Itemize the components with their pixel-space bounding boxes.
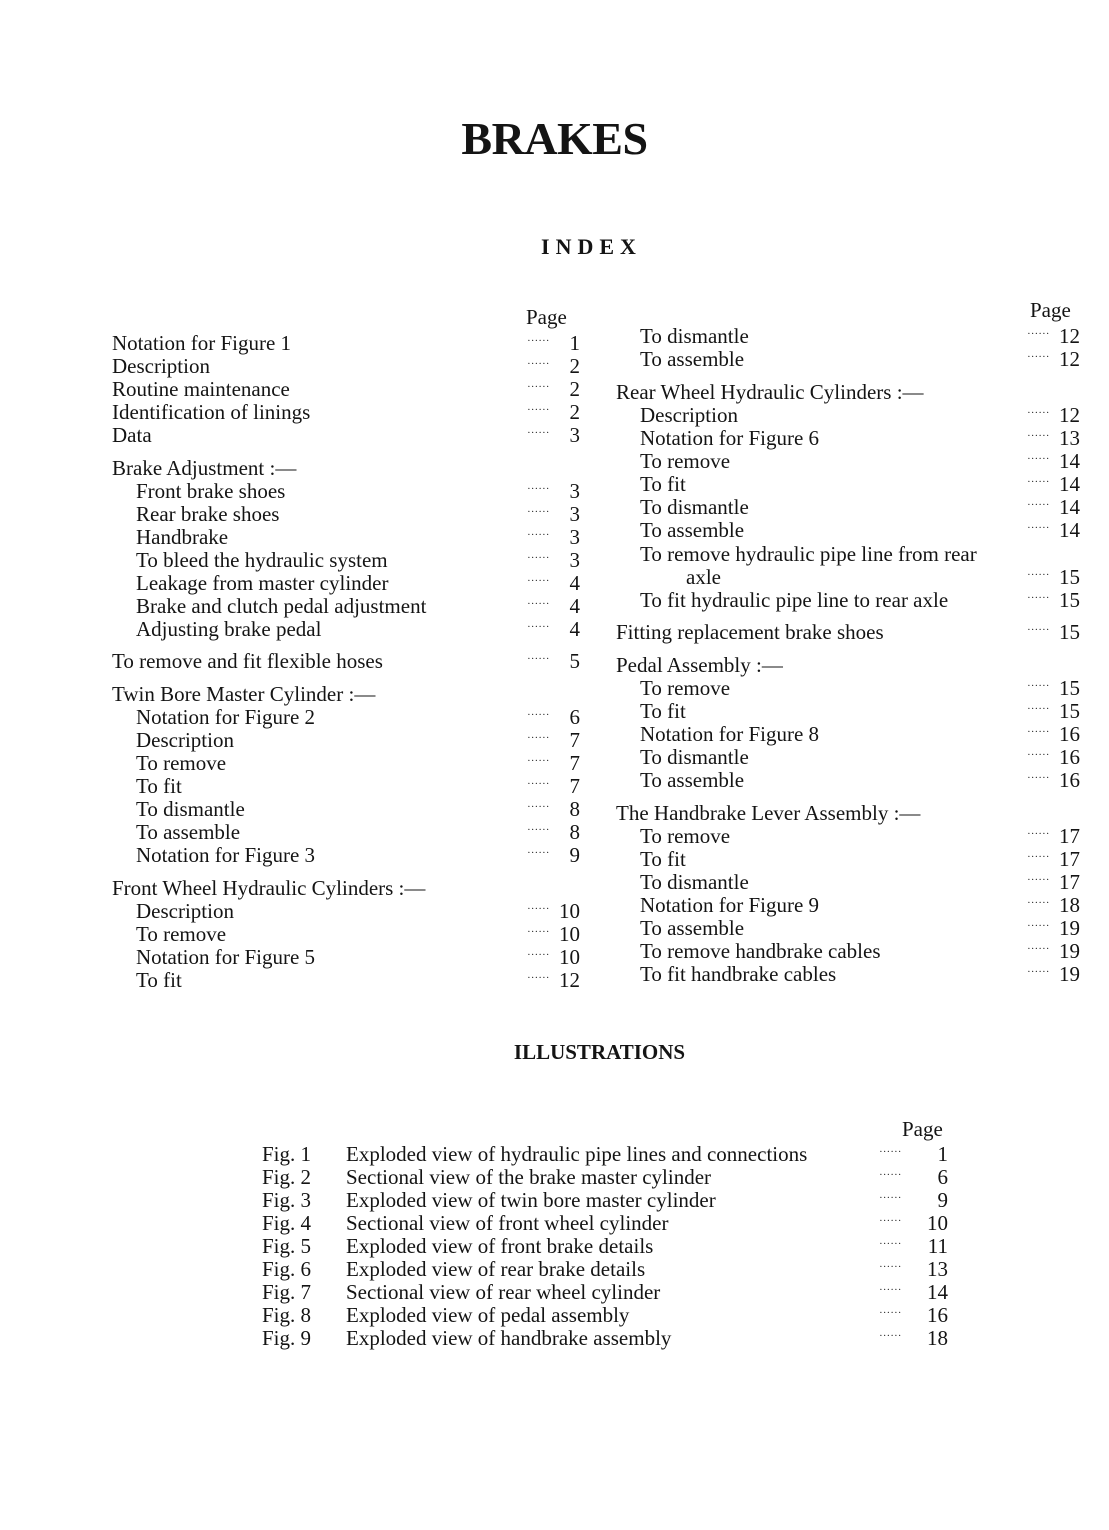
dot-leader: ...... <box>527 752 550 764</box>
spacer <box>616 371 1080 380</box>
index-entry <box>616 589 1080 612</box>
index-entry-title: To remove <box>640 449 731 473</box>
index-entry-title: Description <box>136 899 234 923</box>
index-entry-title: To remove and fit flexible hoses <box>112 649 383 673</box>
figure-page: 6 <box>937 1165 948 1189</box>
index-entry-title: Description <box>112 354 210 378</box>
index-entry-title: To bleed the hydraulic system <box>136 548 388 572</box>
illustration-entry <box>262 1166 948 1189</box>
index-entry-page: 3 <box>569 525 580 549</box>
illustration-entry <box>262 1281 948 1304</box>
index-entry <box>112 775 580 798</box>
index-entry-page: 4 <box>569 594 580 618</box>
dot-leader: ...... <box>1027 404 1050 416</box>
dot-leader: ...... <box>527 332 550 344</box>
dot-leader: ...... <box>527 618 550 630</box>
index-entry-page: 3 <box>569 502 580 526</box>
illustrations-heading: ILLUSTRATIONS <box>513 1040 686 1064</box>
index-entry-page: 16 <box>1059 722 1080 746</box>
index-entry <box>112 798 580 821</box>
index-entry <box>616 825 1080 848</box>
index-entry-page: 15 <box>1059 620 1080 644</box>
index-entry-page: 16 <box>1059 768 1080 792</box>
index-entry <box>112 844 580 867</box>
figure-caption: Exploded view of handbrake assembly <box>346 1326 672 1350</box>
index-entry-title: To remove <box>640 676 731 700</box>
index-entry <box>112 969 580 992</box>
index-entry-page: 17 <box>1059 824 1080 848</box>
illustration-entry <box>262 1235 948 1258</box>
figure-caption: Exploded view of rear brake details <box>346 1257 646 1281</box>
index-entry-title: Rear brake shoes <box>136 502 280 526</box>
dot-leader: ...... <box>527 378 550 390</box>
index-entry-title: axle <box>686 565 721 589</box>
index-entry-page: 7 <box>569 728 580 752</box>
dot-leader: ...... <box>527 650 550 662</box>
index-entry <box>112 923 580 946</box>
index-entry-title: To fit <box>640 847 686 871</box>
dot-leader: ...... <box>1027 427 1050 439</box>
figure-caption: Exploded view of front brake details <box>346 1234 654 1258</box>
index-entry <box>112 355 580 378</box>
illustration-entry <box>262 1143 948 1166</box>
index-entry-title: To fit hydraulic pipe line to rear axle <box>640 588 949 612</box>
dot-leader: ...... <box>1027 473 1050 485</box>
index-entry <box>616 700 1080 723</box>
index-entry-page: 1 <box>569 331 580 355</box>
index-entry-title: To dismantle <box>640 745 749 769</box>
dot-leader: ...... <box>1027 589 1050 601</box>
index-entry-title: Notation for Figure 9 <box>640 893 820 917</box>
index-entry-title: To fit <box>640 699 686 723</box>
dot-leader: ...... <box>527 946 550 958</box>
index-entry-page: 7 <box>569 751 580 775</box>
index-entry <box>616 427 1080 450</box>
index-entry-title: Notation for Figure 5 <box>136 945 316 969</box>
dot-leader: ...... <box>879 1281 902 1293</box>
dot-leader: ...... <box>879 1189 902 1201</box>
index-entry-title: To assemble <box>640 518 745 542</box>
index-entry-page: 7 <box>569 774 580 798</box>
index-entry-page: 13 <box>1059 426 1080 450</box>
dot-leader: ...... <box>527 798 550 810</box>
dot-leader: ...... <box>527 775 550 787</box>
spacer <box>616 792 1080 801</box>
index-entry-page: 12 <box>1059 403 1080 427</box>
index-entry-title: Notation for Figure 8 <box>640 722 820 746</box>
figure-page: 18 <box>927 1326 948 1350</box>
dot-leader: ...... <box>527 503 550 515</box>
index-entry-page: 19 <box>1059 962 1080 986</box>
dot-leader: ...... <box>527 706 550 718</box>
index-entry <box>112 572 580 595</box>
dot-leader: ...... <box>1027 723 1050 735</box>
index-entry-title: To assemble <box>640 347 745 371</box>
figure-caption: Exploded view of pedal assembly <box>346 1303 630 1327</box>
dot-leader: ...... <box>1027 917 1050 929</box>
index-entry-title: Adjusting brake pedal <box>136 617 322 641</box>
figure-caption: Exploded view of hydraulic pipe lines and connections <box>346 1142 808 1166</box>
index-entry <box>112 900 580 923</box>
index-entry <box>616 894 1080 917</box>
dot-leader: ...... <box>527 526 550 538</box>
dot-leader: ...... <box>527 900 550 912</box>
figure-number: Fig. 7 <box>262 1280 312 1304</box>
spacer <box>616 644 1080 653</box>
index-section-heading: Pedal Assembly :— <box>616 653 783 677</box>
index-entry-page: 9 <box>569 843 580 867</box>
index-entry <box>112 821 580 844</box>
index-entry <box>616 871 1080 894</box>
index-entry-title: Handbrake <box>136 525 229 549</box>
figure-page: 13 <box>927 1257 948 1281</box>
index-section-heading: Twin Bore Master Cylinder :— <box>112 682 376 706</box>
index-entry-page: 12 <box>1059 347 1080 371</box>
index-entry <box>616 677 1080 700</box>
illustration-entry <box>262 1327 948 1350</box>
index-entry-title: Description <box>640 403 738 427</box>
dot-leader: ...... <box>1027 621 1050 633</box>
index-entry-title: Brake and clutch pedal adjustment <box>136 594 427 618</box>
index-entry-page: 17 <box>1059 847 1080 871</box>
dot-leader: ...... <box>1027 450 1050 462</box>
index-entry-title: Leakage from master cylinder <box>136 571 389 595</box>
index-entry <box>112 549 580 572</box>
figure-number: Fig. 4 <box>262 1211 312 1235</box>
figure-number: Fig. 2 <box>262 1165 312 1189</box>
dot-leader: ...... <box>527 923 550 935</box>
dot-leader: ...... <box>527 595 550 607</box>
figure-page: 16 <box>927 1303 948 1327</box>
index-entry-page: 15 <box>1059 588 1080 612</box>
index-entry-page: 10 <box>559 945 580 969</box>
index-entry-title: To assemble <box>136 820 241 844</box>
dot-leader: ...... <box>879 1166 902 1178</box>
index-entry <box>616 848 1080 871</box>
index-section-heading: To remove hydraulic pipe line from rear <box>640 542 977 566</box>
figure-caption: Sectional view of front wheel cylinder <box>346 1211 669 1235</box>
index-entry <box>112 401 580 424</box>
dot-leader: ...... <box>1027 700 1050 712</box>
dot-leader: ...... <box>527 424 550 436</box>
dot-leader: ...... <box>879 1212 902 1224</box>
index-entry <box>112 503 580 526</box>
index-entry-page: 4 <box>569 571 580 595</box>
index-entry <box>616 496 1080 519</box>
dot-leader: ...... <box>527 549 550 561</box>
index-entry-title: To assemble <box>640 916 745 940</box>
index-entry-page: 6 <box>569 705 580 729</box>
index-entry <box>112 946 580 969</box>
dot-leader: ...... <box>1027 677 1050 689</box>
index-entry-title: To fit <box>640 472 686 496</box>
index-entry-title: Routine maintenance <box>112 377 290 401</box>
index-entry-title: To remove <box>136 922 227 946</box>
index-section-heading: Brake Adjustment :— <box>112 456 297 480</box>
index-entry <box>616 519 1080 542</box>
dot-leader: ...... <box>1027 848 1050 860</box>
index-entry-page: 15 <box>1059 676 1080 700</box>
index-entry <box>616 473 1080 496</box>
dot-leader: ...... <box>527 969 550 981</box>
index-heading: INDEX <box>541 234 642 259</box>
dot-leader: ...... <box>527 844 550 856</box>
index-entry-page: 3 <box>569 423 580 447</box>
index-entry-page: 2 <box>569 400 580 424</box>
index-entry <box>616 769 1080 792</box>
index-right-column <box>616 325 1080 986</box>
index-entry <box>616 621 1080 644</box>
index-entry <box>616 746 1080 769</box>
index-entry-title: Notation for Figure 1 <box>112 331 292 355</box>
index-section-heading: The Handbrake Lever Assembly :— <box>616 801 921 825</box>
index-section-heading: Front Wheel Hydraulic Cylinders :— <box>112 876 426 900</box>
index-entry <box>616 940 1080 963</box>
index-entry <box>616 566 1080 589</box>
index-entry-page: 5 <box>569 649 580 673</box>
index-entry <box>112 706 580 729</box>
index-entry <box>112 424 580 447</box>
index-entry-title: To dismantle <box>640 324 749 348</box>
figure-number: Fig. 1 <box>262 1142 312 1166</box>
page-title: BRAKES <box>461 113 648 164</box>
index-entry-page: 19 <box>1059 939 1080 963</box>
index-entry <box>616 963 1080 986</box>
figure-page: 1 <box>937 1142 948 1166</box>
dot-leader: ...... <box>1027 348 1050 360</box>
index-entry-title: To fit <box>136 968 182 992</box>
dot-leader: ...... <box>879 1258 902 1270</box>
figure-number: Fig. 6 <box>262 1257 312 1281</box>
index-entry-title: Front brake shoes <box>136 479 286 503</box>
dot-leader: ...... <box>527 572 550 584</box>
spacer <box>112 673 580 682</box>
figure-caption: Sectional view of rear wheel cylinder <box>346 1280 661 1304</box>
illustration-entry <box>262 1304 948 1327</box>
index-entry-title: To remove <box>136 751 227 775</box>
index-entry <box>616 917 1080 940</box>
figure-page: 14 <box>927 1280 948 1304</box>
index-entry-title: To remove handbrake cables <box>640 939 881 963</box>
index-entry-title: Notation for Figure 3 <box>136 843 316 867</box>
index-entry-title: Identification of linings <box>112 400 311 424</box>
index-entry-page: 15 <box>1059 565 1080 589</box>
index-entry <box>112 332 580 355</box>
dot-leader: ...... <box>1027 519 1050 531</box>
dot-leader: ...... <box>1027 769 1050 781</box>
dot-leader: ...... <box>1027 871 1050 883</box>
figure-page: 10 <box>927 1211 948 1235</box>
index-entry <box>112 595 580 618</box>
figure-number: Fig. 3 <box>262 1188 312 1212</box>
index-left-column <box>112 332 580 992</box>
index-entry-page: 19 <box>1059 916 1080 940</box>
illustrations-page-header: Page <box>902 1117 943 1141</box>
dot-leader: ...... <box>527 355 550 367</box>
dot-leader: ...... <box>527 729 550 741</box>
index-entry-page: 14 <box>1059 449 1080 473</box>
dot-leader: ...... <box>1027 566 1050 578</box>
illustration-entry <box>262 1189 948 1212</box>
index-entry-page: 10 <box>559 899 580 923</box>
index-section-heading: Rear Wheel Hydraulic Cylinders :— <box>616 380 924 404</box>
index-entry <box>112 729 580 752</box>
dot-leader: ...... <box>1027 825 1050 837</box>
index-entry-title: To assemble <box>640 768 745 792</box>
index-entry <box>616 723 1080 746</box>
index-entry-title: Notation for Figure 6 <box>640 426 820 450</box>
index-entry-page: 18 <box>1059 893 1080 917</box>
index-entry <box>616 404 1080 427</box>
dot-leader: ...... <box>1027 894 1050 906</box>
index-entry-title: Description <box>136 728 234 752</box>
index-entry-page: 14 <box>1059 495 1080 519</box>
index-entry-page: 3 <box>569 479 580 503</box>
illustration-entry <box>262 1212 948 1235</box>
index-entry <box>616 348 1080 371</box>
dot-leader: ...... <box>879 1235 902 1247</box>
left-page-column-header: Page <box>526 305 567 329</box>
index-entry-page: 15 <box>1059 699 1080 723</box>
dot-leader: ...... <box>879 1327 902 1339</box>
dot-leader: ...... <box>879 1304 902 1316</box>
index-entry-title: Notation for Figure 2 <box>136 705 316 729</box>
figure-number: Fig. 8 <box>262 1303 312 1327</box>
index-entry-page: 10 <box>559 922 580 946</box>
index-entry-page: 8 <box>569 797 580 821</box>
index-entry <box>112 480 580 503</box>
dot-leader: ...... <box>879 1143 902 1155</box>
index-entry-title: Fitting replacement brake shoes <box>616 620 884 644</box>
dot-leader: ...... <box>1027 496 1050 508</box>
spacer <box>112 867 580 876</box>
index-entry-title: Data <box>112 423 152 447</box>
index-entry-page: 3 <box>569 548 580 572</box>
figure-number: Fig. 5 <box>262 1234 312 1258</box>
index-entry-page: 12 <box>559 968 580 992</box>
right-page-column-header: Page <box>1030 298 1071 322</box>
index-entry-page: 14 <box>1059 518 1080 542</box>
figure-page: 11 <box>927 1234 948 1258</box>
index-entry <box>112 650 580 673</box>
dot-leader: ...... <box>527 401 550 413</box>
index-entry-title: To dismantle <box>136 797 245 821</box>
figure-number: Fig. 9 <box>262 1326 312 1350</box>
index-entry-title: To fit handbrake cables <box>640 962 837 986</box>
spacer <box>112 447 580 456</box>
index-entry <box>112 618 580 641</box>
dot-leader: ...... <box>1027 746 1050 758</box>
figure-page: 9 <box>937 1188 948 1212</box>
dot-leader: ...... <box>527 480 550 492</box>
index-entry <box>112 752 580 775</box>
index-entry-title: To dismantle <box>640 495 749 519</box>
index-entry-page: 8 <box>569 820 580 844</box>
index-entry-title: To dismantle <box>640 870 749 894</box>
index-entry-title: To remove <box>640 824 731 848</box>
dot-leader: ...... <box>1027 940 1050 952</box>
index-entry-page: 4 <box>569 617 580 641</box>
index-entry-page: 12 <box>1059 324 1080 348</box>
figure-caption: Sectional view of the brake master cylinder <box>346 1165 712 1189</box>
dot-leader: ...... <box>1027 963 1050 975</box>
index-entry <box>112 526 580 549</box>
illustration-entry <box>262 1258 948 1281</box>
dot-leader: ...... <box>1027 325 1050 337</box>
index-entry-title: To fit <box>136 774 182 798</box>
index-entry <box>616 450 1080 473</box>
dot-leader: ...... <box>527 821 550 833</box>
index-entry <box>616 325 1080 348</box>
index-entry-page: 2 <box>569 354 580 378</box>
index-entry-page: 17 <box>1059 870 1080 894</box>
figure-caption: Exploded view of twin bore master cylinder <box>346 1188 716 1212</box>
illustrations-list <box>262 1143 948 1350</box>
index-entry-page: 14 <box>1059 472 1080 496</box>
index-entry-page: 16 <box>1059 745 1080 769</box>
index-entry <box>112 378 580 401</box>
index-entry-page: 2 <box>569 377 580 401</box>
